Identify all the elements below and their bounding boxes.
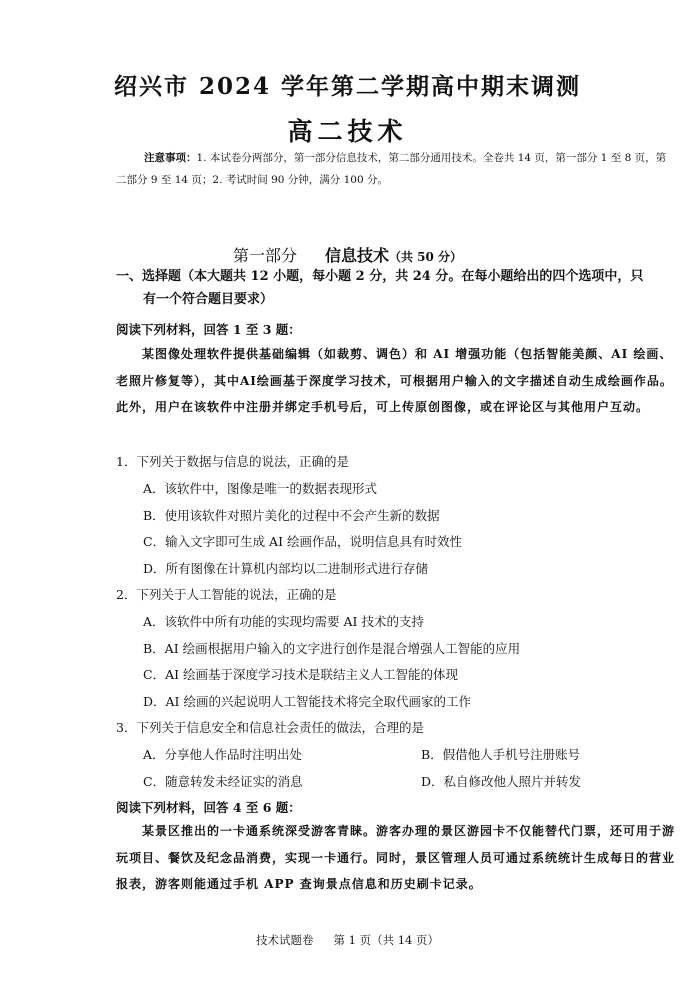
material-text-2: 某景区推出的一卡通系统深受游客青睐。游客办理的景区游园卡不仅能替代门票，还可用于游玩项目、餐饮及纪念品消费，实现一卡通行。同时，景区管理人员可通过系统统计生成每日的营业报表，游客则能通过手机 APP 查询景点信息和历史刷卡记录。 xyxy=(116,824,676,892)
option: D．所有图像在计算机内部均以二进制形式进行存储 xyxy=(143,561,429,576)
notice-text: 1. 本试卷分两部分，第一部分信息技术，第二部分通用技术。全卷共 14 页，第一部分 1 至 8 页，第二部分 9 至 14 页；2. 考试时间 90 分钟，满分 100 分。 xyxy=(116,152,667,186)
option: C．输入文字即可生成 AI 绘画作品，说明信息具有时效性 xyxy=(143,534,462,549)
material-lead-1: 阅读下列材料，回答 1 至 3 题： xyxy=(116,322,301,337)
material-lead-2: 阅读下列材料，回答 4 至 6 题： xyxy=(116,800,301,815)
part-subject: 信息技术 xyxy=(324,246,389,265)
question-stem: 1．下列关于数据与信息的说法，正确的是 xyxy=(116,454,349,469)
option: B．假借他人手机号注册账号 xyxy=(421,747,581,762)
section-title-line1: 一、选择题（本大题共 12 小题，每小题 2 分，共 24 分。在每小题给出的四个选项中，只 xyxy=(116,269,644,284)
footer-page-number: 第 1 页（共 14 页） xyxy=(333,933,440,947)
question-stem: 3．下列关于信息安全和信息社会责任的做法，合理的是 xyxy=(116,720,424,735)
part-score: （共 50 分） xyxy=(388,250,463,264)
option: C．AI 绘画基于深度学习技术是联结主义人工智能的体现 xyxy=(143,667,459,682)
question-stem: 2．下列关于人工智能的说法，正确的是 xyxy=(116,587,337,602)
part-heading xyxy=(0,243,695,266)
option: C．随意转发未经证实的消息 xyxy=(143,774,303,789)
exam-subtitle: 高二技术 xyxy=(287,117,408,146)
option: A．该软件中所有功能的实现均需要 AI 技术的支持 xyxy=(143,614,424,629)
option: A．分享他人作品时注明出处 xyxy=(143,747,303,762)
option: A．该软件中，图像是唯一的数据表现形式 xyxy=(143,481,378,496)
option: B．AI 绘画根据用户输入的文字进行创作是混合增强人工智能的应用 xyxy=(143,641,521,656)
section-title-line2: 有一个符合题目要求） xyxy=(143,292,274,307)
part-number: 第一部分 xyxy=(232,246,297,265)
notice-block xyxy=(116,147,671,191)
option: D．AI 绘画的兴起说明人工智能技术将完全取代画家的工作 xyxy=(143,694,471,709)
exam-title: 绍兴市 2024 学年第二学期高中期末调测 xyxy=(113,73,582,100)
footer-label: 技术试题卷 xyxy=(255,933,314,947)
page-footer xyxy=(0,932,695,948)
material-text-1: 某图像处理软件提供基础编辑（如裁剪、调色）和 AI 增强功能（包括智能美颜、AI 绘画、老照片修复等），其中AI绘画基于深度学习技术，可根据用户输入的文字描述自动生成绘画作品。此外，用户在该软件中注册并绑定手机号后，可上传原创图像，或在评论区与其他用户互动。 xyxy=(116,347,673,415)
notice-label: 注意事项： xyxy=(144,152,197,164)
option: D．私自修改他人照片并转发 xyxy=(421,774,582,789)
option: B．使用该软件对照片美化的过程中不会产生新的数据 xyxy=(143,508,440,523)
